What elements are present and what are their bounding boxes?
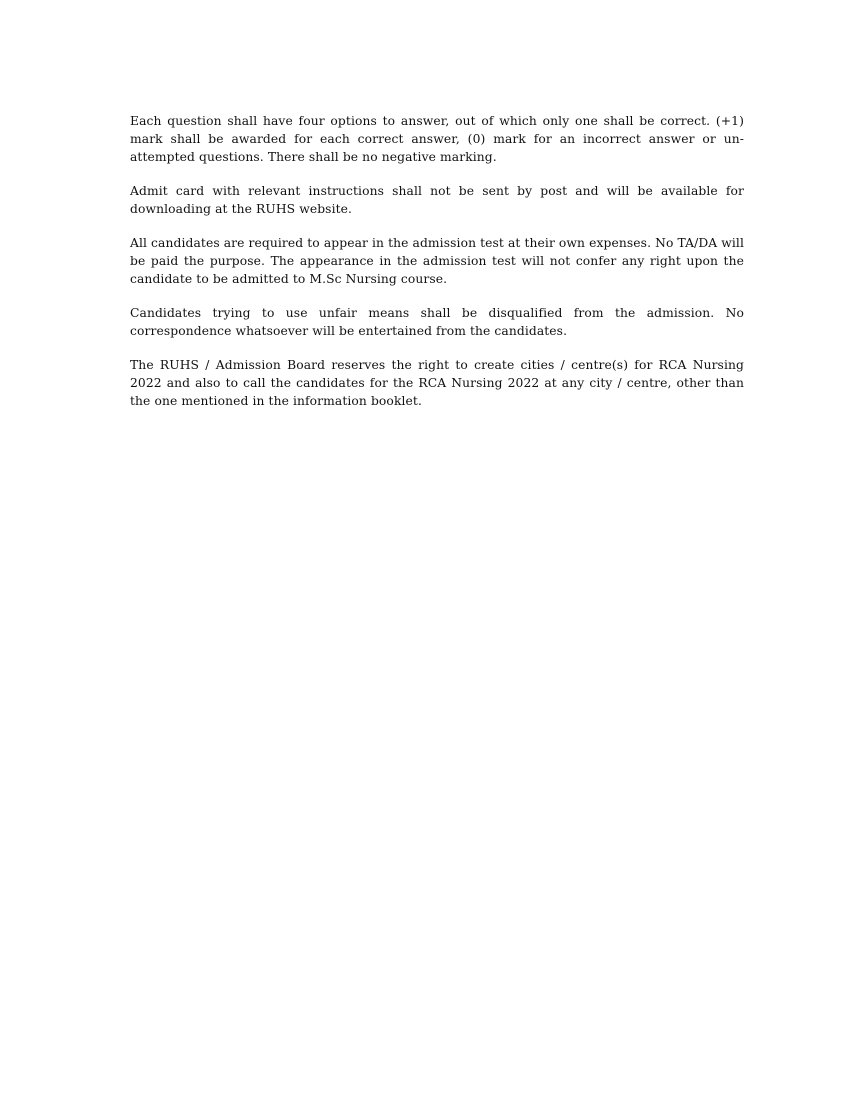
paragraph-unfair-means: Candidates trying to use unfair means shall be disqualified from the admission. No correspondence whatsoever will be entertained from the candidates. bbox=[130, 306, 744, 338]
paragraph-answer-options: Each question shall have four options to answer, out of which only one shall be correct. (+1) mark shall be awarded for each correct answer, (0) mark for an incorrect answer or un-attempted questions. There shall be no negative marking. bbox=[130, 114, 744, 164]
paragraph-admit-card: Admit card with relevant instructions shall not be sent by post and will be available for downloading at the RUHS website. bbox=[130, 184, 744, 216]
document-body bbox=[130, 112, 744, 426]
paragraph-expenses: All candidates are required to appear in the admission test at their own expenses. No TA/DA will be paid the purpose. The appearance in the admission test will not confer any right upon the candidate to be admitted to M.Sc Nursing course. bbox=[130, 236, 744, 286]
paragraph-centres: The RUHS / Admission Board reserves the right to create cities / centre(s) for RCA Nursing 2022 and also to call the candidates for the RCA Nursing 2022 at any city / centre, other than the one mentioned in the information booklet. bbox=[130, 358, 744, 408]
